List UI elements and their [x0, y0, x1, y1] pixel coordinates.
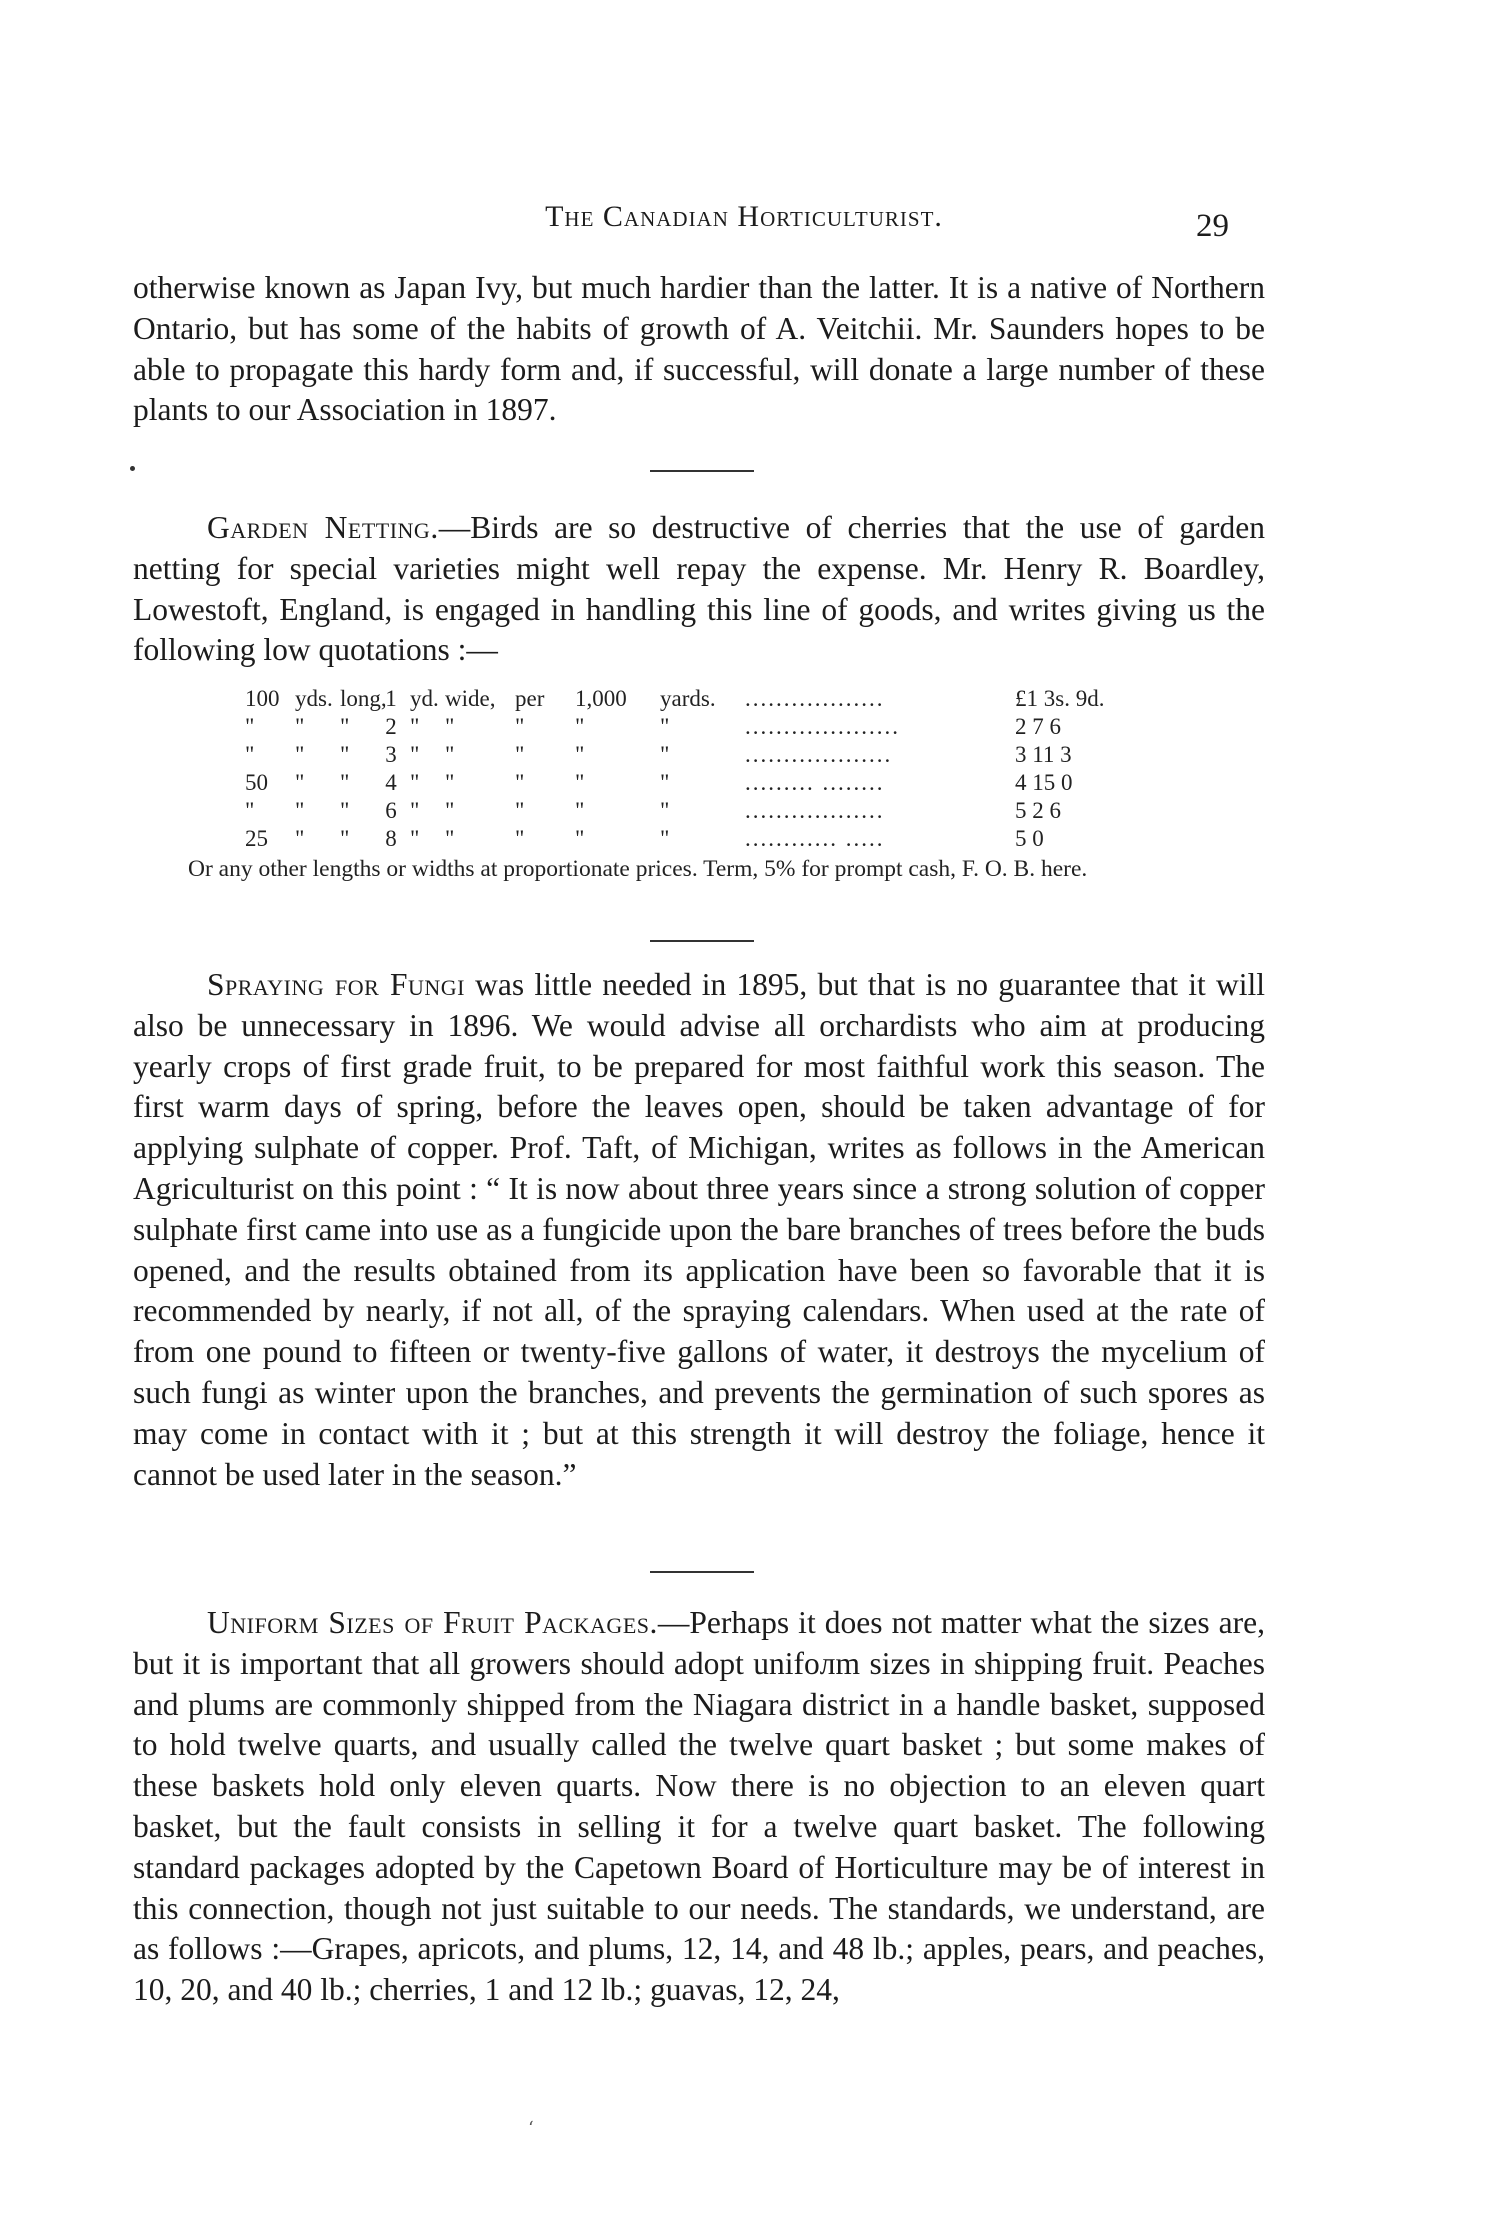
quotation-cell-wide: "	[445, 826, 455, 851]
quotation-cell-per: "	[515, 742, 525, 767]
quotation-note-text: Or any other lengths or widths at proportionate prices. Term, 5% for prompt cash, F. O. B. here.	[188, 856, 1088, 882]
quotation-cell-yards: "	[660, 798, 670, 823]
quotation-row	[245, 770, 1175, 796]
quotation-cell-yd: "	[410, 826, 420, 851]
quotation-cell-length: "	[245, 798, 255, 823]
running-head-word: The	[545, 200, 595, 233]
quotation-cell-wide: "	[445, 714, 455, 739]
quotation-cell-dots: ......... ........	[745, 770, 885, 795]
quotation-cell-width: 8	[385, 826, 397, 851]
quotation-cell-yds: "	[295, 770, 305, 795]
quotation-cell-yd: "	[410, 770, 420, 795]
quotation-cell-per: "	[515, 770, 525, 795]
quotation-cell-width: 3	[385, 742, 397, 767]
quotation-cell-width: 4	[385, 770, 397, 795]
quotation-cell-yds: "	[295, 798, 305, 823]
quotation-cell-yd: "	[410, 742, 420, 767]
page-number: 29	[1196, 208, 1229, 244]
quotation-cell-price: 5 2 6	[1015, 798, 1061, 823]
quotation-cell-long: long,	[340, 686, 387, 711]
quotation-cell-yds: "	[295, 742, 305, 767]
quotation-row	[245, 742, 1175, 768]
quotation-cell-yd: "	[410, 798, 420, 823]
quotation-cell-wide: "	[445, 742, 455, 767]
quotation-cell-long: "	[340, 826, 350, 851]
quotation-cell-dots: ....................	[745, 714, 900, 739]
quotation-cell-dots: ..................	[745, 686, 885, 711]
print-speck: ‘	[528, 2118, 534, 2139]
quotation-cell-wide: wide,	[445, 686, 496, 711]
quotation-cell-qty: "	[575, 714, 585, 739]
quotation-cell-yd: yd.	[410, 686, 439, 711]
quotation-cell-per: "	[515, 826, 525, 851]
section-divider	[650, 940, 754, 942]
quotation-cell-long: "	[340, 798, 350, 823]
quotation-cell-price: 2 7 6	[1015, 714, 1061, 739]
quotation-cell-length: 50	[245, 770, 268, 795]
quotation-cell-qty: "	[575, 770, 585, 795]
section-lead: Spraying for Fungi	[207, 967, 465, 1002]
quotation-cell-yards: "	[660, 742, 670, 767]
quotation-cell-dots: ..................	[745, 798, 885, 823]
quotation-cell-qty: "	[575, 742, 585, 767]
quotation-row	[245, 826, 1175, 852]
running-head	[0, 200, 1488, 234]
quotation-cell-yds: "	[295, 714, 305, 739]
quotation-cell-long: "	[340, 714, 350, 739]
quotation-cell-yds: yds.	[295, 686, 333, 711]
quotation-cell-qty: 1,000	[575, 686, 627, 711]
quotation-cell-price: 4 15 0	[1015, 770, 1073, 795]
quotation-cell-price: £1 3s. 9d.	[1015, 686, 1105, 711]
quotation-cell-per: per	[515, 686, 545, 711]
quotation-cell-qty: "	[575, 826, 585, 851]
quotation-cell-yards: "	[660, 714, 670, 739]
quotation-cell-price: 3 11 3	[1015, 742, 1072, 767]
quotation-cell-width: 6	[385, 798, 397, 823]
section-body: was little needed in 1895, but that is no guarantee that it will also be unnecessary in 1896. We would advise all orchardists who aim at producing yearly crops of first grade fruit, to be prepared for most faithful work this season. The first warm days of spring, before the leaves open, should be taken advantage of for applying sulphate of copper. Prof. Taft, of Michigan, writes as follows in the American Agriculturist on this point : “ It is now about three years since a strong solution of copper sulphate first came into use as a fungicide upon the bare branches of trees before the buds opened, and the results obtained from its application have been so favorable that it is recommended by nearly, if not all, of the spraying calendars. When used at the rate of from one pound to fifteen or twenty-five gallons of water, it destroys the mycelium of such fungi as winter upon the branches, and prevents the germination of such spores as may come in contact with it ; but at this strength it will destroy the foliage, hence it cannot be used later in the season.”	[133, 967, 1265, 1492]
paragraph-garden-netting	[133, 508, 1265, 671]
quotation-cell-qty: "	[575, 798, 585, 823]
section-body: —Birds are so destructive of cherries that the use of garden netting for special varieties might well repay the expense. Mr. Henry R. Boardley, Lowestoft, England, is engaged in handling this line of goods, and writes giving us the following low quotations :—	[133, 510, 1265, 668]
quotation-cell-per: "	[515, 798, 525, 823]
quotation-cell-length: "	[245, 714, 255, 739]
quotation-cell-yards: "	[660, 826, 670, 851]
section-lead: Uniform Sizes of Fruit Packages.	[207, 1605, 658, 1640]
quotation-note	[130, 858, 1270, 880]
paragraph-spraying	[133, 965, 1265, 1495]
quotation-cell-dots: ............ .....	[745, 826, 885, 851]
quotation-row	[245, 798, 1175, 824]
print-speck	[130, 466, 135, 471]
quotation-cell-wide: "	[445, 770, 455, 795]
paragraph-ivy: otherwise known as Japan Ivy, but much hardier than the latter. It is a native of Northern Ontario, but has some of the habits of growth of A. Veitchii. Mr. Saunders hopes to be able to propagate this hardy form and, if successful, will donate a large number of these plants to our Association in 1897.	[133, 270, 1265, 428]
quotation-cell-wide: "	[445, 798, 455, 823]
quotation-cell-length: 25	[245, 826, 268, 851]
quotation-row	[245, 714, 1175, 740]
quotation-cell-yds: "	[295, 826, 305, 851]
quotation-cell-long: "	[340, 770, 350, 795]
quotation-row	[245, 686, 1175, 712]
section-divider	[650, 470, 754, 472]
quotation-cell-length: 100	[245, 686, 280, 711]
quotation-cell-length: "	[245, 742, 255, 767]
quotation-cell-yd: "	[410, 714, 420, 739]
quotation-cell-width: 1	[385, 686, 397, 711]
paragraph-fruit-packages	[133, 1603, 1265, 2011]
quotation-cell-per: "	[515, 714, 525, 739]
quotation-cell-width: 2	[385, 714, 397, 739]
quotation-cell-price: 5 0	[1015, 826, 1044, 851]
section-lead: Garden Netting.	[207, 510, 439, 545]
running-head-word: Horticulturist.	[737, 200, 943, 233]
quotation-cell-dots: ...................	[745, 742, 893, 767]
running-head-word: Canadian	[602, 200, 729, 233]
quotation-cell-yards: "	[660, 770, 670, 795]
quotation-cell-long: "	[340, 742, 350, 767]
section-divider	[650, 1571, 754, 1573]
quotation-cell-yards: yards.	[660, 686, 716, 711]
section-body: —Perhaps it does not matter what the sizes are, but it is important that all growers should adopt unifoлm sizes in shipping fruit. Peaches and plums are commonly shipped from the Niagara district in a handle basket, supposed to hold twelve quarts, and usually called the twelve quart basket ; but some makes of these baskets hold only eleven quarts. Now there is no objection to an eleven quart basket, but the fault consists in selling it for a twelve quart basket. The following standard packages adopted by the Capetown Board of Horticulture may be of interest in this connection, though not just suitable to our needs. The standards, we understand, are as follows :—Grapes, apricots, and plums, 12, 14, and 48 lb.; apples, pears, and peaches, 10, 20, and 40 lb.; cherries, 1 and 12 lb.; guavas, 12, 24,	[133, 1605, 1265, 2008]
